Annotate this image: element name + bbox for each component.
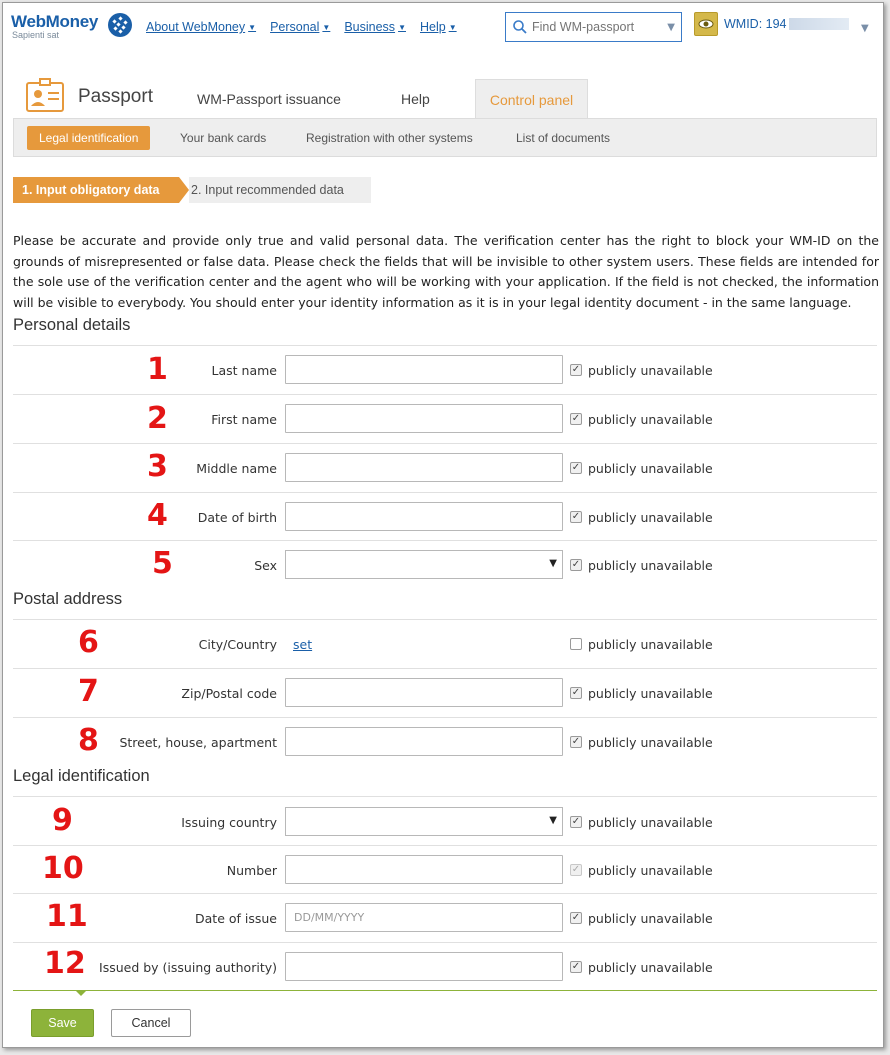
- visibility-toggle[interactable]: [570, 798, 713, 846]
- nav-help[interactable]: [420, 20, 457, 34]
- issuing-country-select[interactable]: [285, 807, 563, 836]
- field-label: Zip/Postal code: [181, 685, 277, 701]
- checkbox-checked-icon[interactable]: ✓: [571, 736, 581, 747]
- globe-icon: [107, 12, 133, 38]
- checkbox-label: publicly unavailable: [588, 460, 713, 476]
- visibility-toggle[interactable]: [570, 894, 713, 942]
- nav-about-label: About WebMoney: [146, 20, 246, 34]
- row-zip-code: [13, 669, 877, 717]
- field-label: Number: [226, 862, 277, 878]
- chevron-down-icon: ▼: [248, 22, 257, 32]
- nav-personal[interactable]: [270, 20, 330, 34]
- divider: [13, 796, 877, 797]
- date-of-issue-input[interactable]: [285, 903, 563, 932]
- sex-select[interactable]: [285, 550, 563, 579]
- avatar-eye-icon: [697, 15, 715, 33]
- last-name-input[interactable]: [285, 355, 563, 384]
- row-last-name: [13, 346, 877, 394]
- row-sex: [13, 541, 877, 589]
- field-label: City/Country: [198, 636, 277, 652]
- marker-number: 12: [44, 946, 86, 981]
- marker-number: 6: [78, 625, 99, 660]
- row-city-country: [13, 620, 877, 668]
- footer-divider: [13, 990, 877, 991]
- tab-help[interactable]: Help: [401, 91, 430, 107]
- marker-number: 11: [46, 899, 88, 934]
- checkbox-checked-icon[interactable]: ✓: [571, 816, 581, 827]
- section-legal-identification: Legal identification: [13, 767, 150, 785]
- checkbox-label: publicly unavailable: [588, 862, 713, 878]
- checkbox-label: publicly unavailable: [588, 411, 713, 427]
- field-label: Sex: [254, 557, 277, 573]
- tab-wm-passport-issuance[interactable]: WM-Passport issuance: [197, 91, 341, 107]
- row-first-name: [13, 395, 877, 443]
- visibility-toggle[interactable]: [570, 718, 713, 766]
- zip-code-input[interactable]: [285, 678, 563, 707]
- field-label: First name: [211, 411, 277, 427]
- row-issuing-country: [13, 798, 877, 846]
- search-icon: [512, 19, 528, 35]
- logo-text: WebMoney: [11, 12, 99, 31]
- checkbox-checked-icon[interactable]: ✓: [571, 912, 581, 923]
- field-label: Date of issue: [195, 910, 277, 926]
- visibility-toggle[interactable]: [570, 669, 713, 717]
- checkbox-checked-icon[interactable]: ✓: [571, 961, 581, 972]
- set-city-country-link[interactable]: set: [293, 636, 313, 652]
- visibility-toggle[interactable]: [570, 444, 713, 492]
- wmid-label: WMID: 194: [724, 17, 787, 31]
- row-street-address: [13, 718, 877, 766]
- checkbox-label: publicly unavailable: [588, 959, 713, 975]
- save-button[interactable]: Save: [31, 1009, 94, 1037]
- visibility-toggle[interactable]: [570, 493, 713, 541]
- nav-business-label: Business: [344, 20, 396, 34]
- top-bar: [3, 3, 883, 53]
- search-input[interactable]: [532, 20, 652, 34]
- select-arrow-icon: ▼: [549, 558, 557, 569]
- middle-name-input[interactable]: [285, 453, 563, 482]
- logo[interactable]: [11, 12, 98, 40]
- checkbox-label: publicly unavailable: [588, 509, 713, 525]
- search-dropdown-icon[interactable]: ▼: [667, 21, 675, 33]
- chevron-down-icon: ▼: [398, 22, 406, 32]
- subtab-bar: [13, 118, 877, 157]
- row-issued-by: [13, 943, 877, 991]
- visibility-toggle: [570, 846, 713, 894]
- checkbox-checked-icon[interactable]: ✓: [571, 511, 581, 522]
- row-middle-name: [13, 444, 877, 492]
- checkbox-checked-icon[interactable]: ✓: [571, 364, 581, 375]
- avatar: [694, 12, 718, 36]
- marker-number: 10: [42, 851, 84, 886]
- visibility-toggle[interactable]: [570, 541, 713, 589]
- marker-number: 4: [147, 498, 168, 533]
- checkbox-label: publicly unavailable: [588, 910, 713, 926]
- field-label: Date of birth: [197, 509, 277, 525]
- subtab-bank-cards[interactable]: Your bank cards: [180, 131, 267, 145]
- select-arrow-icon: ▼: [549, 815, 557, 826]
- account-chevron-down-icon[interactable]: ▼: [861, 23, 869, 34]
- marker-number: 2: [147, 401, 168, 436]
- row-date-of-issue: [13, 894, 877, 942]
- footer-notch: [75, 990, 87, 996]
- nav-business[interactable]: [344, 20, 406, 34]
- passport-icon: [25, 77, 65, 113]
- visibility-toggle[interactable]: [570, 395, 713, 443]
- field-label: Issued by (issuing authority): [99, 959, 277, 975]
- logo-tagline: Sapienti sat: [12, 30, 60, 40]
- top-nav: [146, 20, 457, 34]
- step-1-arrow: [179, 177, 189, 203]
- checkbox-disabled-checked-icon: ✓: [571, 864, 581, 875]
- date-of-birth-input[interactable]: [285, 502, 563, 531]
- step-2[interactable]: 2. Input recommended data: [189, 177, 371, 203]
- checkbox-label: publicly unavailable: [588, 685, 713, 701]
- visibility-toggle[interactable]: [570, 620, 713, 668]
- chevron-down-icon: ▼: [448, 22, 457, 32]
- cancel-button[interactable]: Cancel: [111, 1009, 191, 1037]
- field-label: Middle name: [196, 460, 277, 476]
- section-personal-details: Personal details: [13, 316, 131, 334]
- subtab-registration-other-systems[interactable]: Registration with other systems: [306, 131, 473, 145]
- checkbox-unchecked-icon[interactable]: [570, 638, 582, 650]
- checkbox-label: publicly unavailable: [588, 557, 713, 573]
- field-label: Street, house, apartment: [119, 734, 277, 750]
- issued-by-input[interactable]: [285, 952, 563, 981]
- section-postal-address: Postal address: [13, 590, 123, 608]
- checkbox-label: publicly unavailable: [588, 734, 713, 750]
- browser-frame: [2, 2, 884, 1048]
- checkbox-checked-icon[interactable]: ✓: [571, 413, 581, 424]
- marker-number: 1: [147, 352, 168, 387]
- marker-number: 7: [78, 674, 99, 709]
- subtab-legal-identification[interactable]: Legal identification: [27, 126, 150, 150]
- wmid-redacted: [789, 18, 849, 30]
- nav-personal-label: Personal: [270, 20, 320, 34]
- passport-search: [505, 12, 682, 42]
- document-number-input[interactable]: [285, 855, 563, 884]
- field-label: Issuing country: [181, 814, 277, 830]
- subtab-list-of-documents[interactable]: List of documents: [516, 131, 611, 145]
- checkbox-label: publicly unavailable: [588, 636, 713, 652]
- marker-number: 5: [152, 546, 173, 581]
- marker-number: 9: [52, 803, 73, 838]
- first-name-input[interactable]: [285, 404, 563, 433]
- checkbox-label: publicly unavailable: [588, 814, 713, 830]
- visibility-toggle[interactable]: [570, 943, 713, 991]
- row-date-of-birth: [13, 493, 877, 541]
- step-1[interactable]: 1. Input obligatory data: [13, 177, 179, 203]
- account-menu[interactable]: [694, 12, 849, 36]
- marker-number: 8: [78, 723, 99, 758]
- page-title: Passport: [78, 86, 153, 107]
- row-document-number: [13, 846, 877, 894]
- checkbox-checked-icon[interactable]: ✓: [571, 559, 581, 570]
- tab-control-panel[interactable]: Control panel: [475, 79, 588, 119]
- chevron-down-icon: ▼: [322, 22, 331, 32]
- checkbox-checked-icon[interactable]: ✓: [571, 687, 581, 698]
- checkbox-label: publicly unavailable: [588, 362, 713, 378]
- checkbox-checked-icon[interactable]: ✓: [571, 462, 581, 473]
- marker-number: 3: [147, 449, 168, 484]
- field-label: Last name: [211, 362, 277, 378]
- nav-help-label: Help: [419, 20, 446, 34]
- intro-text: Please be accurate and provide only true and valid personal data. The verification center has the right to block your WM-ID on the grounds of misrepresented or false data. Please check the fields that will be invisible to other system users. These fields are intended for the sole use of the verification center and the agent who will be working with your application. If the field is not checked, the information will be visible to everybody. You should enter your identity information as it is in your legal identity document - in the same language.: [13, 233, 879, 311]
- nav-about-webmoney[interactable]: [146, 20, 256, 34]
- visibility-toggle[interactable]: [570, 346, 713, 394]
- street-address-input[interactable]: [285, 727, 563, 756]
